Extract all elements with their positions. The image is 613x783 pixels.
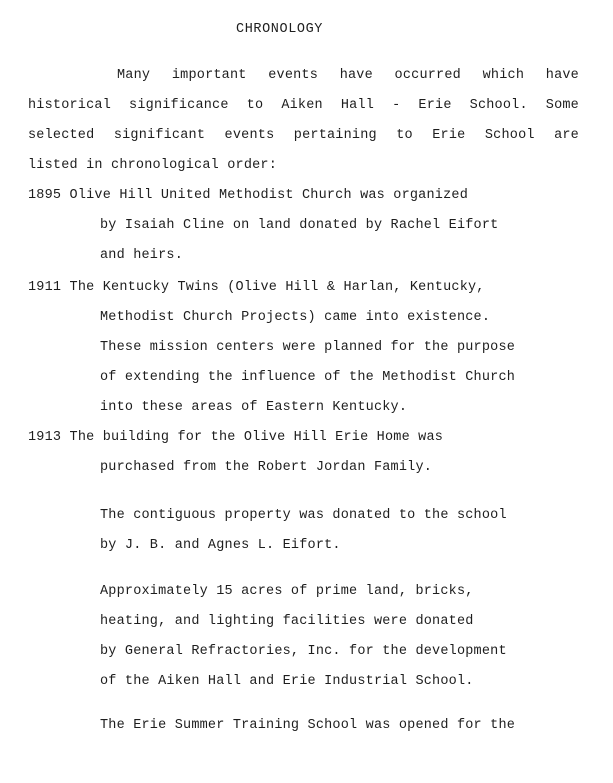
entry-text: and heirs.	[100, 248, 184, 263]
intro-line: listed in chronological order:	[28, 158, 278, 173]
entry-text: The Kentucky Twins (Olive Hill & Harlan, Kentucky,	[69, 280, 485, 295]
entry-1911	[28, 280, 485, 296]
intro-line: Many important events have occurred which have	[117, 68, 579, 83]
entry-text: by General Refractories, Inc. for the development	[100, 644, 507, 659]
entry-text: heating, and lighting facilities were donated	[100, 614, 474, 629]
entry-1913	[28, 430, 443, 446]
entry-text: purchased from the Robert Jordan Family.	[100, 460, 433, 475]
entry-text: These mission centers were planned for the purpose	[100, 340, 516, 355]
entry-year: 1911	[28, 280, 62, 295]
entry-text: The contiguous property was donated to the school	[100, 508, 507, 523]
page-title: CHRONOLOGY	[236, 22, 324, 37]
entry-1895	[28, 188, 468, 204]
entry-text: by J. B. and Agnes L. Eifort.	[100, 538, 341, 553]
intro-line: selected significant events pertaining to Erie School are	[28, 128, 579, 143]
entry-text: by Isaiah Cline on land donated by Rachel Eifort	[100, 218, 499, 233]
entry-text: Approximately 15 acres of prime land, bricks,	[100, 584, 474, 599]
intro-line: historical significance to Aiken Hall - Erie School. Some	[28, 98, 579, 113]
entry-year: 1895	[28, 188, 62, 203]
entry-text: of extending the influence of the Methodist Church	[100, 370, 516, 385]
entry-text: of the Aiken Hall and Erie Industrial School.	[100, 674, 474, 689]
entry-text: into these areas of Eastern Kentucky.	[100, 400, 408, 415]
entry-text: The building for the Olive Hill Erie Home was	[69, 430, 444, 445]
entry-year: 1913	[28, 430, 62, 445]
entry-text: Methodist Church Projects) came into existence.	[100, 310, 491, 325]
entry-text: Olive Hill United Methodist Church was organized	[69, 188, 468, 203]
entry-text: The Erie Summer Training School was opened for the	[100, 718, 516, 733]
